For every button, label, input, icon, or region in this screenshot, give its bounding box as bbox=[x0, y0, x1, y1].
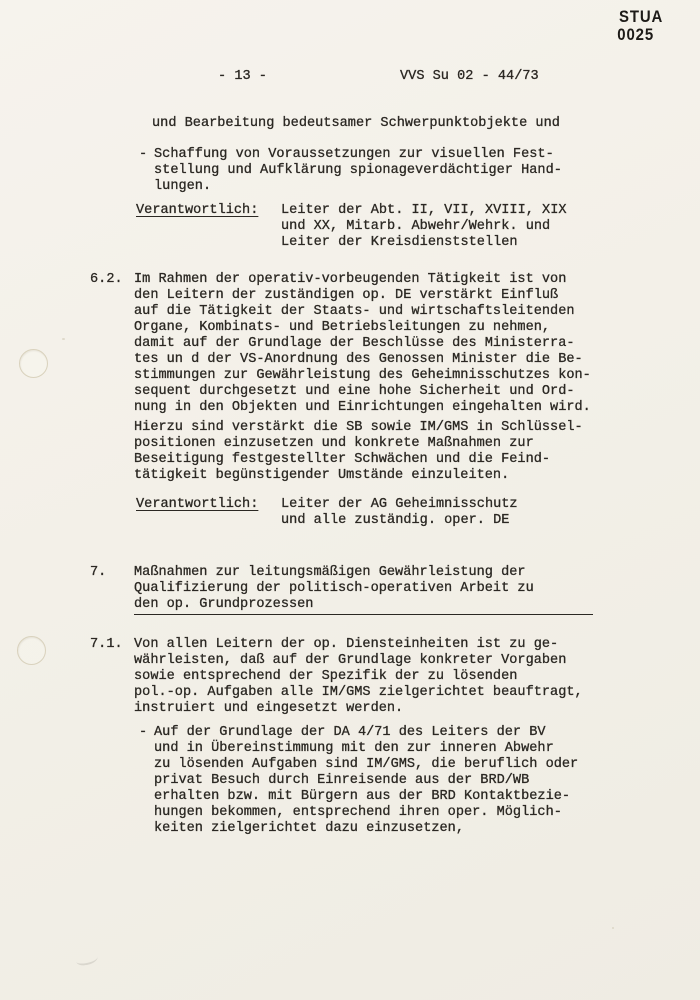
section-number: 7.1. bbox=[90, 637, 123, 652]
text-line: hungen bekommen, entsprechend ihren oper. Möglich- bbox=[154, 805, 562, 820]
text-line: nung in den Objekten und Einrichtungen eingehalten wird. bbox=[134, 400, 591, 415]
text-line: und alle zuständig. oper. DE bbox=[281, 513, 510, 528]
text-line: keiten zielgerichtet dazu einzusetzen, bbox=[154, 821, 464, 836]
responsible-lines bbox=[281, 203, 567, 251]
text-line: Leiter der Kreisdienststellen bbox=[281, 235, 518, 250]
text-line: Beseitigung festgestellter Schwächen und die Feind- bbox=[134, 452, 551, 467]
list-item bbox=[139, 725, 578, 837]
text-line: Leiter der Abt. II, VII, XVIII, XIX bbox=[281, 203, 567, 218]
text-line: auf die Tätigkeit der Staats- und wirtschaftsleitenden bbox=[134, 304, 575, 319]
text-line: Organe, Kombinats- und Betriebsleitungen zu nehmen, bbox=[134, 320, 551, 335]
text-line: Schaffung von Voraussetzungen zur visuellen Fest- bbox=[154, 147, 554, 162]
text-line: Qualifizierung der politisch-operativen Arbeit zu bbox=[134, 581, 534, 596]
text-line: Leiter der AG Geheimnisschutz bbox=[281, 497, 518, 512]
text-line: und XX, Mitarb. Abwehr/Wehrk. und bbox=[281, 219, 551, 234]
responsible-label: Verantwortlich: bbox=[136, 203, 259, 218]
text-line: Auf der Grundlage der DA 4/71 des Leiters der BV bbox=[154, 725, 546, 740]
punch-hole bbox=[17, 636, 46, 665]
text-line: tätigkeit begünstigender Umstände einzuleiten. bbox=[134, 468, 510, 483]
text-line: erhalten bzw. mit Bürgern aus der BRD Kontaktbezie- bbox=[154, 789, 571, 804]
text-line: und in Übereinstimmung mit den zur inneren Abwehr bbox=[154, 741, 554, 756]
text-line: pol.-op. Aufgaben alle IM/GMS zielgerichtet beauftragt, bbox=[134, 685, 583, 700]
section-number: 7. bbox=[90, 565, 107, 580]
text-line: zu lösenden Aufgaben sind IM/GMS, die beruflich oder bbox=[154, 757, 579, 772]
continuation-line: und Bearbeitung bedeutsamer Schwerpunktobjekte und bbox=[152, 116, 560, 131]
list-item bbox=[139, 147, 562, 195]
paragraph bbox=[134, 637, 583, 717]
responsible-label: Verantwortlich: bbox=[136, 497, 259, 512]
page-number: - 13 - bbox=[218, 69, 267, 84]
text-line: stimmungen zur Gewährleistung des Geheimnisschutzes kon- bbox=[134, 368, 591, 383]
text-line: Maßnahmen zur leitungsmäßigen Gewährleistung der bbox=[134, 565, 526, 580]
paragraph bbox=[134, 272, 591, 416]
list-item-text bbox=[154, 725, 578, 837]
paper-speck bbox=[62, 338, 65, 340]
text-line: instruiert und eingesetzt werden. bbox=[134, 701, 404, 716]
stamp-line: STUA bbox=[619, 7, 664, 26]
text-line: währleisten, daß auf der Grundlage konkreter Vorgaben bbox=[134, 653, 567, 668]
pencil-mark bbox=[75, 952, 98, 967]
text-line: Von allen Leitern der op. Diensteinheiten ist zu ge- bbox=[134, 637, 559, 652]
section-number: 6.2. bbox=[90, 272, 123, 287]
text-line: privat Besuch durch Einreisende aus der BRD/WB bbox=[154, 773, 530, 788]
text-line: Im Rahmen der operativ-vorbeugenden Tätigkeit ist von bbox=[134, 272, 567, 287]
text-line: stellung und Aufklärung spionageverdächtiger Hand- bbox=[154, 163, 562, 178]
punch-hole bbox=[19, 349, 48, 378]
text-line: lungen. bbox=[154, 179, 212, 194]
list-dash: - bbox=[139, 725, 148, 740]
text-line: tes un d der VS-Anordnung des Genossen Minister die Be- bbox=[134, 352, 583, 367]
archive-stamp bbox=[619, 8, 663, 44]
text-line: sowie entsprechend der Spezifik der zu lösenden bbox=[134, 669, 518, 684]
responsible-block bbox=[136, 497, 518, 529]
responsible-block bbox=[136, 203, 567, 251]
list-dash: - bbox=[139, 147, 148, 162]
section-heading bbox=[134, 565, 593, 615]
heading-underline-rule: den op. Grundprozessen bbox=[134, 597, 593, 615]
paper-speck bbox=[612, 927, 614, 929]
responsible-lines bbox=[281, 497, 518, 529]
stamp-line: 0025 bbox=[617, 25, 655, 44]
list-item-text bbox=[154, 147, 562, 195]
paragraph bbox=[134, 420, 583, 484]
text-line: damit auf der Grundlage der Beschlüsse des Ministerra- bbox=[134, 336, 575, 351]
doc-reference: VVS Su 02 - 44/73 bbox=[400, 69, 539, 84]
text-line: sequent durchgesetzt und eine hohe Sicherheit und Ord- bbox=[134, 384, 575, 399]
text-line: Hierzu sind verstärkt die SB sowie IM/GMS in Schlüssel- bbox=[134, 420, 583, 435]
text-line: positionen einzusetzen und konkrete Maßnahmen zur bbox=[134, 436, 534, 451]
text-line: den Leitern der zuständigen op. DE verstärkt Einfluß bbox=[134, 288, 559, 303]
